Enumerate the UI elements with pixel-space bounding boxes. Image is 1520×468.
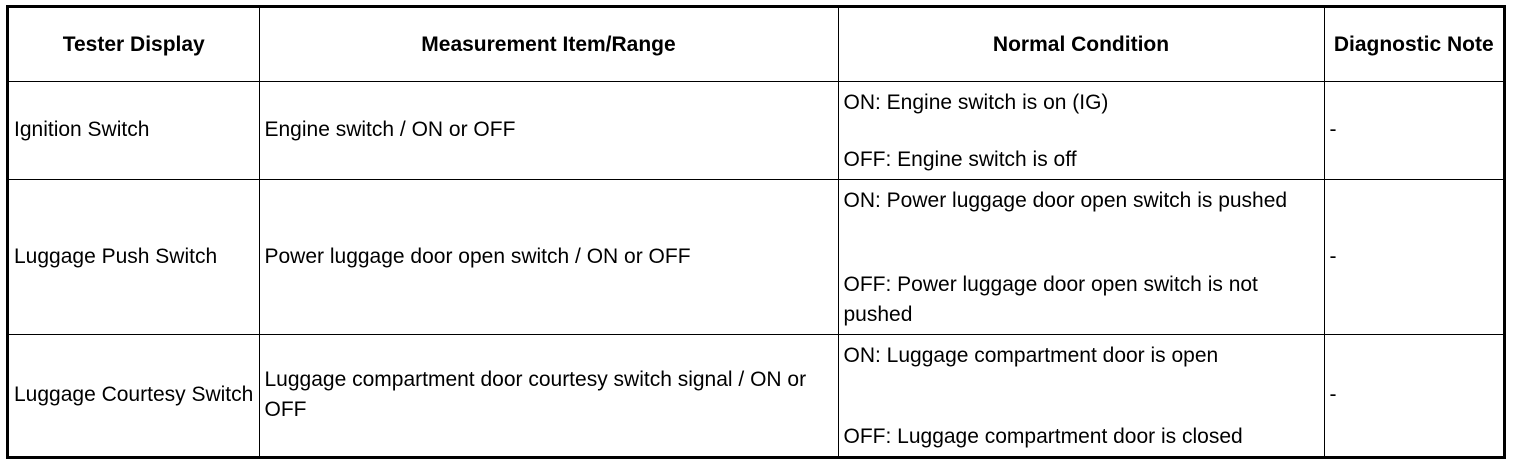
data-list-table-container xyxy=(6,5,1506,459)
table-row xyxy=(9,179,1503,334)
data-list-table xyxy=(9,8,1503,456)
header-measurement-item: Measurement Item/Range xyxy=(259,8,838,81)
normal-condition-on: ON: Engine switch is on (IG) xyxy=(843,90,1109,114)
cell-normal-condition xyxy=(838,334,1324,456)
cell-measurement: Engine switch / ON or OFF xyxy=(259,81,838,179)
cell-measurement: Luggage compartment door courtesy switch signal / ON or OFF xyxy=(259,334,838,456)
cell-diagnostic-note: - xyxy=(1324,334,1503,456)
normal-condition-off: OFF: Luggage compartment door is closed xyxy=(843,425,1243,448)
cell-diagnostic-note: - xyxy=(1324,179,1503,334)
normal-condition-off: OFF: Power luggage door open switch is not pushed xyxy=(843,272,1258,326)
cell-tester-display: Luggage Push Switch xyxy=(9,179,259,334)
normal-condition-on: ON: Luggage compartment door is open xyxy=(843,343,1219,367)
cell-measurement: Power luggage door open switch / ON or OFF xyxy=(259,179,838,334)
normal-condition-off: OFF: Engine switch is off xyxy=(843,147,1077,171)
normal-condition-on: ON: Power luggage door open switch is pushed xyxy=(843,188,1288,212)
header-normal-condition: Normal Condition xyxy=(838,8,1324,81)
header-diagnostic-note: Diagnostic Note xyxy=(1324,8,1503,81)
cell-tester-display: Ignition Switch xyxy=(9,81,259,179)
table-row xyxy=(9,334,1503,456)
header-tester-display: Tester Display xyxy=(9,8,259,81)
table-header-row xyxy=(9,8,1503,81)
table-row xyxy=(9,81,1503,179)
cell-normal-condition xyxy=(838,179,1324,334)
cell-tester-display: Luggage Courtesy Switch xyxy=(9,334,259,456)
cell-normal-condition xyxy=(838,81,1324,179)
cell-diagnostic-note: - xyxy=(1324,81,1503,179)
